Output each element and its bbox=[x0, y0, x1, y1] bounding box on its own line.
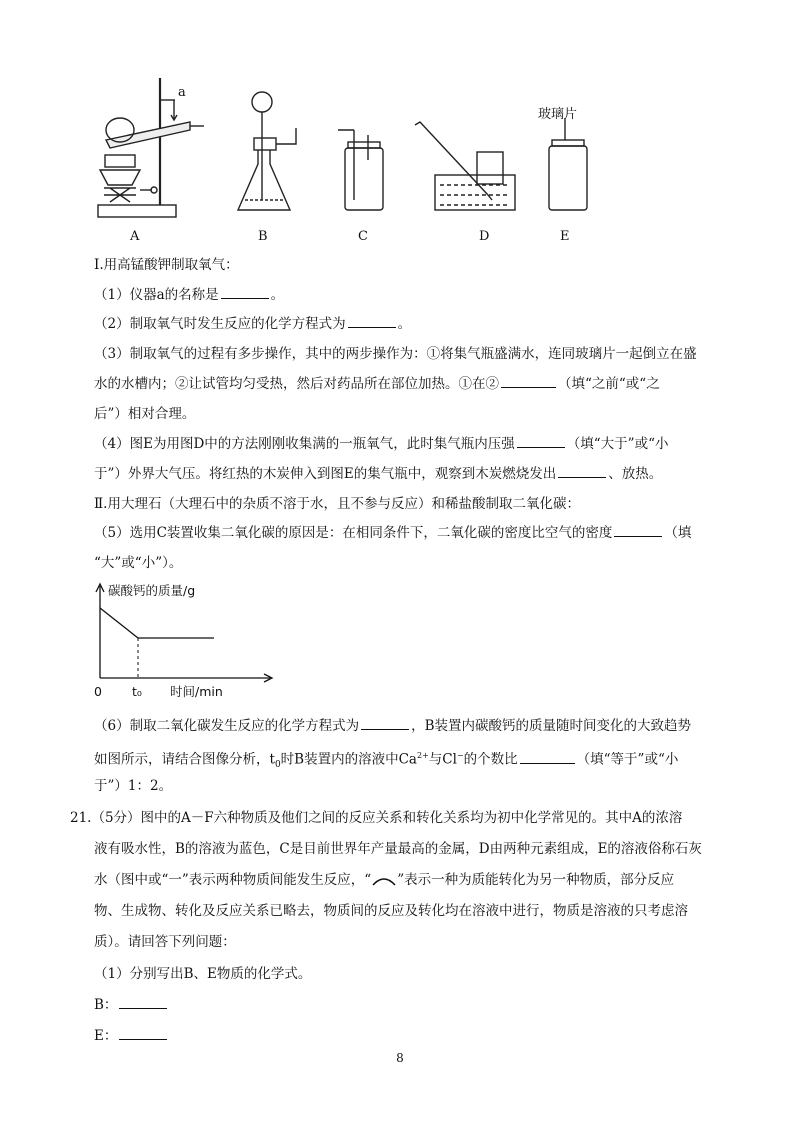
page-number: 8 bbox=[396, 1051, 404, 1065]
answer-blank[interactable] bbox=[221, 286, 269, 299]
question-6-line3: 于”）1：2。 bbox=[94, 778, 173, 794]
answer-blank[interactable] bbox=[614, 524, 662, 537]
answer-e-line: E： bbox=[94, 1026, 169, 1046]
label-c: C bbox=[358, 229, 368, 244]
question-5-line1: （5）选用C装置收集二氧化碳的原因是：在相同条件下，二氧化碳的密度比空气的密度 （填 bbox=[94, 525, 692, 541]
section1-heading: Ⅰ.用高锰酸钾制取氧气： bbox=[94, 257, 239, 273]
question-3-line2: 水的水槽内；②让试管均匀受热，然后对药品所在部位加热。①在② （填“之前“或“之 bbox=[94, 376, 660, 392]
question-21-line2: 液有吸水性，B的溶液为蓝色，C是目前世界年产量最高的金属，D由两种元素组成，E的溶液俗称石灰 bbox=[94, 841, 702, 857]
answer-blank[interactable] bbox=[119, 996, 167, 1009]
answer-blank[interactable] bbox=[361, 717, 409, 730]
apparatus-figure bbox=[0, 60, 800, 250]
conversion-arrow-icon bbox=[371, 875, 397, 887]
instrument-a-label: a bbox=[178, 85, 186, 100]
question-4-line2: 于”）外界大气压。将红热的木炭伸入到图E的集气瓶中，观察到木炭燃烧发出 、放热。 bbox=[94, 466, 663, 482]
series-line bbox=[100, 608, 214, 638]
apparatus-e bbox=[549, 118, 587, 210]
label-d: D bbox=[479, 229, 490, 244]
question-3-line1: （3）制取氧气的过程有多步操作，其中的两步操作为：①将集气瓶盛满水，连同玻璃片一起倒立在盛 bbox=[94, 346, 697, 362]
answer-blank[interactable] bbox=[501, 375, 556, 388]
question-5-line2: “大”或“小”）。 bbox=[94, 555, 183, 571]
question-2: （2）制取氧气时发生反应的化学方程式为 。 bbox=[94, 316, 412, 332]
label-b: B bbox=[258, 229, 268, 244]
label-a: A bbox=[130, 229, 140, 244]
question-4-line1: （4）图E为用图D中的方法刚刚收集满的一瓶氧气，此时集气瓶内压强 （填“大于”或“小 bbox=[94, 436, 669, 452]
calcium-carbonate-chart bbox=[80, 578, 280, 703]
answer-blank[interactable] bbox=[119, 1027, 167, 1040]
y-axis-label: 碳酸钙的质量/g bbox=[108, 583, 196, 598]
question-6-line1: （6）制取二氧化碳发生反应的化学方程式为 ，B装置内碳酸钙的质量随时间变化的大致趋势 bbox=[94, 718, 692, 734]
answer-blank[interactable] bbox=[348, 315, 396, 328]
question-21-line3: 水（图中或“一”表示两种物质间能发生反应，“ ”表示一种为质能转化为另一种物质，部分反应 bbox=[94, 872, 675, 888]
t0-label: t₀ bbox=[132, 684, 142, 699]
apparatus-d bbox=[415, 122, 515, 210]
apparatus-a bbox=[98, 78, 204, 217]
x-axis-label: 时间/min bbox=[170, 684, 223, 699]
section2-heading: Ⅱ.用大理石（大理石中的杂质不溶于水，且不参与反应）和稀盐酸制取二氧化碳： bbox=[94, 496, 580, 512]
apparatus-b bbox=[238, 92, 296, 210]
question-21-line1: 21.（5分）图中的A－F六种物质及他们之间的反应关系和转化关系均为初中化学常见的。其中A的浓溶 bbox=[70, 810, 683, 826]
question-21-line4: 物、生成物、转化及反应关系已略去，物质间的反应及转化均在溶液中进行，物质是溶液的只考虑溶 bbox=[94, 903, 688, 919]
question-1: （1）仪器a的名称是 。 bbox=[94, 287, 285, 303]
question-3-line3: 后”）相对合理。 bbox=[94, 406, 196, 422]
label-e: E bbox=[560, 229, 570, 244]
answer-blank[interactable] bbox=[520, 751, 575, 764]
answer-blank[interactable] bbox=[517, 435, 565, 448]
origin-label: 0 bbox=[94, 684, 102, 699]
answer-b-line: B： bbox=[94, 995, 169, 1015]
apparatus-c bbox=[338, 130, 383, 210]
question-21-sub1: （1）分别写出B、E物质的化学式。 bbox=[94, 966, 312, 982]
question-6-line2: 如图所示，请结合图像分析，$t_0$时B装置内的溶液中$Ca^{2+}$与Cl−的个数比 （填“等于”或“小 bbox=[94, 751, 679, 771]
answer-blank[interactable] bbox=[558, 465, 606, 478]
question-21-line5: 质）。请回答下列问题： bbox=[94, 934, 236, 950]
glass-plate-label: 玻璃片 bbox=[538, 107, 578, 122]
